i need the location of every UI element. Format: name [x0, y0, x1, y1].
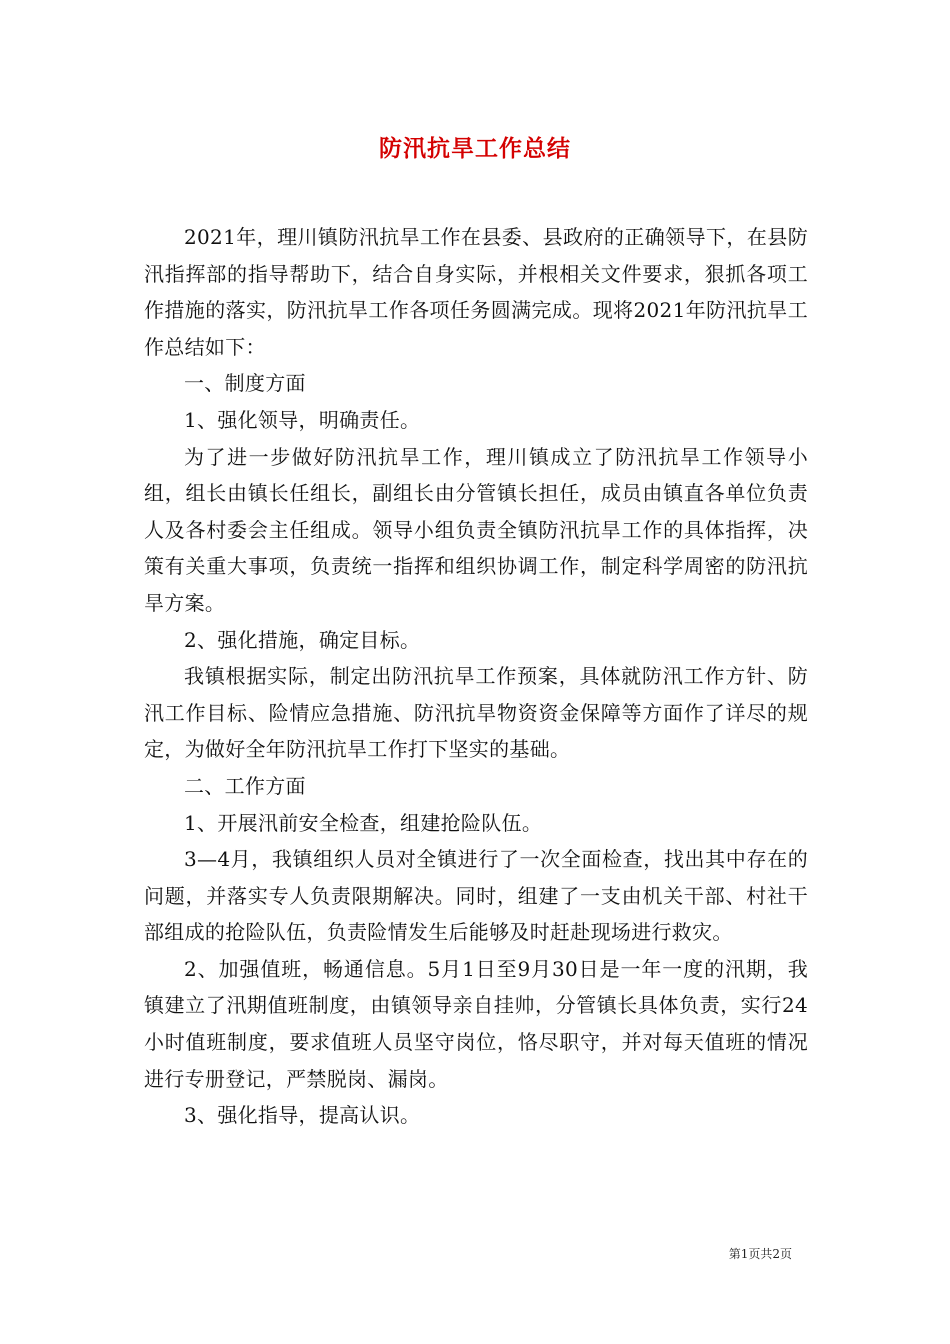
subheading-guidance: 3、强化指导，提高认识。 — [184, 1103, 421, 1128]
subheading-inspection: 1、开展汛前安全检查，组建抢险队伍。 — [184, 810, 543, 835]
document-body — [144, 219, 808, 1134]
paragraph-measures: 我镇根据实际，制定出防汛抗旱工作预案，具体就防汛工作方针、防汛工作目标、险情应急措施、防汛抗旱物资资金保障等方面作了详尽的规定，为做好全年防汛抗旱工作打下坚实的基础。 — [144, 664, 808, 762]
section-heading-work: 二、工作方面 — [184, 773, 306, 798]
subheading-leadership: 1、强化领导，明确责任。 — [184, 407, 421, 432]
paragraph-duty: 2、加强值班，畅通信息。5月1日至9月30日是一年一度的汛期，我镇建立了汛期值班制度，由镇领导亲自挂帅，分管镇长具体负责，实行24小时值班制度，要求值班人员坚守岗位，恪尽职守，并对每天值班的情况进行专册登记，严禁脱岗、漏岗。 — [144, 956, 808, 1091]
document-title: 防汛抗旱工作总结 — [379, 135, 571, 162]
paragraph-inspection: 3—4月，我镇组织人员对全镇进行了一次全面检查，找出其中存在的问题，并落实专人负责限期解决。同时，组建了一支由机关干部、村社干部组成的抢险队伍，负责险情发生后能够及时赶赴现场进行救灾。 — [144, 847, 808, 945]
section-heading-system: 一、制度方面 — [184, 371, 306, 396]
paragraph-intro: 2021年，理川镇防汛抗旱工作在县委、县政府的正确领导下，在县防汛指挥部的指导帮助下，结合自身实际，并根相关文件要求，狠抓各项工作措施的落实，防汛抗旱工作各项任务圆满完成。现将2021年防汛抗旱工作总结如下： — [144, 225, 808, 359]
paragraph-leadership: 为了进一步做好防汛抗旱工作，理川镇成立了防汛抗旱工作领导小组，组长由镇长任组长，副组长由分管镇长担任，成员由镇直各单位负责人及各村委会主任组成。领导小组负责全镇防汛抗旱工作的具体指挥，决策有关重大事项，负责统一指挥和组织协调工作，制定科学周密的防汛抗旱方案。 — [144, 444, 808, 615]
page-number: 第1页共2页 — [728, 1247, 792, 1261]
subheading-measures: 2、强化措施，确定目标。 — [184, 627, 421, 652]
